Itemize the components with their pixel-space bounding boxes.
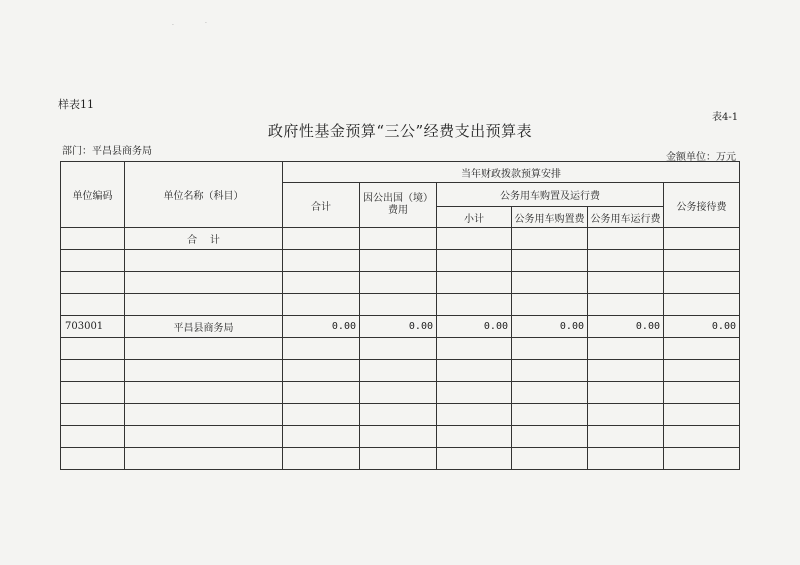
form-number: 表4-1 (712, 112, 739, 123)
amount-unit-label: 金额单位：万元 (666, 152, 736, 163)
table-row (61, 382, 740, 404)
header-subtotal: 小计 (437, 207, 512, 228)
table-row-total (61, 228, 740, 250)
table-row (61, 272, 740, 294)
cell-unit-code: 703001 (61, 316, 125, 338)
budget-table (60, 161, 740, 470)
page-title: 政府性基金预算“三公”经费支出预算表 (267, 122, 533, 140)
table-row (61, 294, 740, 316)
cell-unit-name: 平昌县商务局 (125, 316, 283, 338)
header-unit-code: 单位编码 (61, 162, 125, 228)
cell-total: 0.00 (283, 316, 360, 338)
header-vehicle-group: 公务用车购置及运行费 (437, 183, 664, 207)
cell-reception: 0.00 (664, 316, 740, 338)
table-row (61, 338, 740, 360)
total-row-label: 合 计 (125, 228, 283, 250)
header-abroad: 因公出国（境）费用 (360, 183, 437, 228)
table-row (61, 404, 740, 426)
table-row-data (61, 316, 740, 338)
table-row (61, 360, 740, 382)
cell-vehicle-running: 0.00 (588, 316, 664, 338)
header-unit-name: 单位名称（科目） (125, 162, 283, 228)
table-row (61, 426, 740, 448)
sample-label: 样表11 (58, 98, 94, 111)
header-total: 合计 (283, 183, 360, 228)
table-row (61, 448, 740, 470)
header-reception: 公务接待费 (664, 183, 740, 228)
header-vehicle-running: 公务用车运行费 (588, 207, 664, 228)
scan-speck: · (205, 20, 207, 27)
header-vehicle-purchase: 公务用车购置费 (512, 207, 588, 228)
scan-speck: · (172, 22, 174, 29)
cell-vehicle-purchase: 0.00 (512, 316, 588, 338)
cell-abroad: 0.00 (360, 316, 437, 338)
header-budget-group: 当年财政拨款预算安排 (283, 162, 740, 183)
table-row (61, 250, 740, 272)
department-label: 部门：平昌县商务局 (62, 146, 152, 157)
header-row (61, 162, 740, 183)
cell-subtotal: 0.00 (437, 316, 512, 338)
